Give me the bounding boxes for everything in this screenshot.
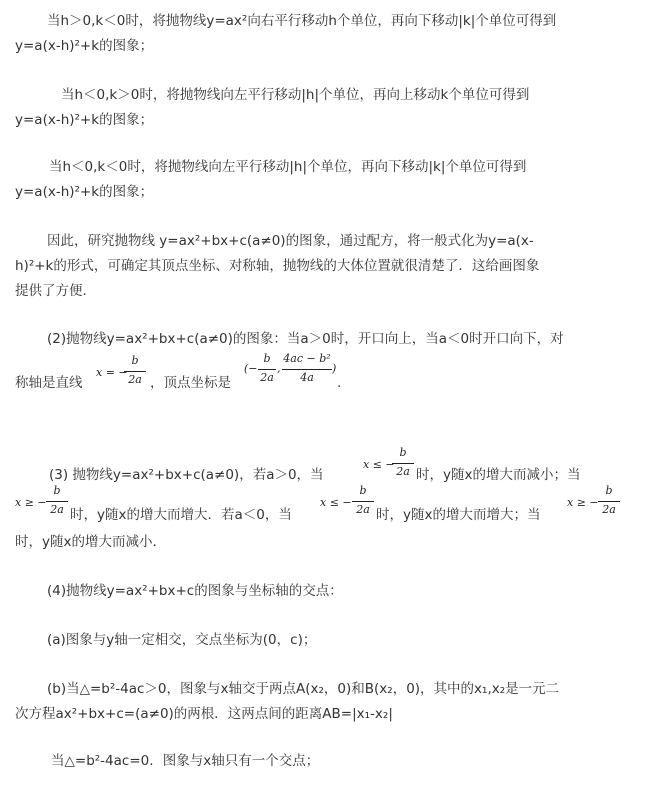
- fraction-bar: [282, 369, 332, 370]
- para5-line1: (2)抛物线y=ax²+bx+c(a≠0)的图象：当a＞0时，开口向上，当a＜0时开口向下，对: [47, 331, 564, 347]
- para10-line1: 当△=b²-4ac=0．图象与x轴只有一个交点；: [51, 753, 320, 769]
- vertex-y-denominator: 4a: [300, 371, 314, 384]
- cond3-fraction: [352, 484, 374, 518]
- cond1-numerator: b: [399, 446, 407, 459]
- para1-line1: 当h＞0,k＜0时，将抛物线y=ax²向右平行移动h个单位，再向下移动|k|个单位可得到: [47, 13, 557, 29]
- cond4-numerator: b: [605, 484, 613, 497]
- cond4-denominator: 2a: [602, 503, 616, 516]
- para8-line1: (a)图象与y轴一定相交，交点坐标为(0，c)；: [47, 632, 317, 648]
- para4-line3: 提供了方便．: [15, 283, 96, 299]
- vertex-y-fraction: [282, 352, 332, 388]
- fraction-bar: [124, 371, 146, 372]
- para6-line2-mid: 时，y随x的增大而增大．若a＜0，当: [70, 507, 292, 523]
- fraction-bar: [46, 501, 68, 502]
- cond3-numerator: b: [359, 484, 367, 497]
- axis-fraction: [124, 354, 146, 388]
- vertex-open-paren: (−: [244, 362, 258, 375]
- para2-line2: y=a(x-h)²+k的图象；: [15, 112, 154, 128]
- para4-line2: h)²+k的形式，可确定其顶点坐标、对称轴，抛物线的大体位置就很清楚了．这给画图象: [15, 258, 540, 274]
- vertex-x-fraction: [258, 352, 276, 388]
- para5-end-period: .: [337, 375, 342, 391]
- cond4-prefix: x ≥ −: [567, 496, 599, 509]
- cond2-numerator: b: [53, 484, 61, 497]
- axis-fraction-denominator: 2a: [128, 373, 142, 386]
- para9-line2: 次方程ax²+bx+c=(a≠0)的两根．这两点间的距离AB=|x₁-x₂|: [15, 706, 393, 722]
- cond3-prefix: x ≤ −: [320, 496, 352, 509]
- cond3-denominator: 2a: [356, 503, 370, 516]
- para2-line1: 当h＜0,k＞0时，将抛物线向左平行移动|h|个单位，再向上移动k个单位可得到: [61, 87, 530, 103]
- para7-line1: (4)抛物线y=ax²+bx+c的图象与坐标轴的交点：: [47, 583, 343, 599]
- fraction-bar: [258, 369, 276, 370]
- para1-line2: y=a(x-h)²+k的图象；: [15, 38, 154, 54]
- para5-axis-label: 称轴是直线: [15, 375, 83, 391]
- cond2-denominator: 2a: [50, 503, 64, 516]
- fraction-bar: [392, 463, 414, 464]
- cond2-fraction: [46, 484, 68, 518]
- axis-fraction-numerator: b: [131, 354, 139, 367]
- cond1-denominator: 2a: [396, 465, 410, 478]
- para6-line1-end: 时，y随x的增大而减小；当: [416, 467, 581, 483]
- para3-line1: 当h＜0,k＜0时，将抛物线向左平行移动|h|个单位，再向下移动|k|个单位可得到: [49, 159, 527, 175]
- para4-line1: 因此，研究抛物线 y=ax²+bx+c(a≠0)的图象，通过配方，将一般式化为y=a(x-: [47, 233, 534, 249]
- vertex-x-denominator: 2a: [260, 371, 274, 384]
- para9-line1: (b)当△=b²-4ac＞0，图象与x轴交于两点A(x₂，0)和B(x₂，0)，其中的x₁,x₂是一元二: [47, 681, 560, 697]
- cond4-fraction: [598, 484, 620, 518]
- cond1-prefix: x ≤ −: [363, 458, 395, 471]
- para5-vertex-label: ，顶点坐标是: [150, 375, 231, 391]
- axis-formula-prefix: x = −: [96, 366, 128, 379]
- para6-line1-start: (3) 抛物线y=ax²+bx+c(a≠0)，若a＞0，当: [49, 467, 324, 483]
- para6-line2-end: 时，y随x的增大而增大；当: [376, 507, 541, 523]
- fraction-bar: [352, 501, 374, 502]
- vertex-x-numerator: b: [263, 352, 271, 365]
- cond1-fraction: [392, 446, 414, 480]
- para6-line3: 时，y随x的增大而减小．: [15, 534, 166, 550]
- vertex-close-paren: ): [332, 362, 337, 375]
- cond2-prefix: x ≥ −: [15, 496, 47, 509]
- para3-line2: y=a(x-h)²+k的图象；: [15, 184, 154, 200]
- vertex-comma: ,: [277, 362, 281, 375]
- fraction-bar: [598, 501, 620, 502]
- vertex-y-numerator: 4ac − b²: [283, 352, 331, 365]
